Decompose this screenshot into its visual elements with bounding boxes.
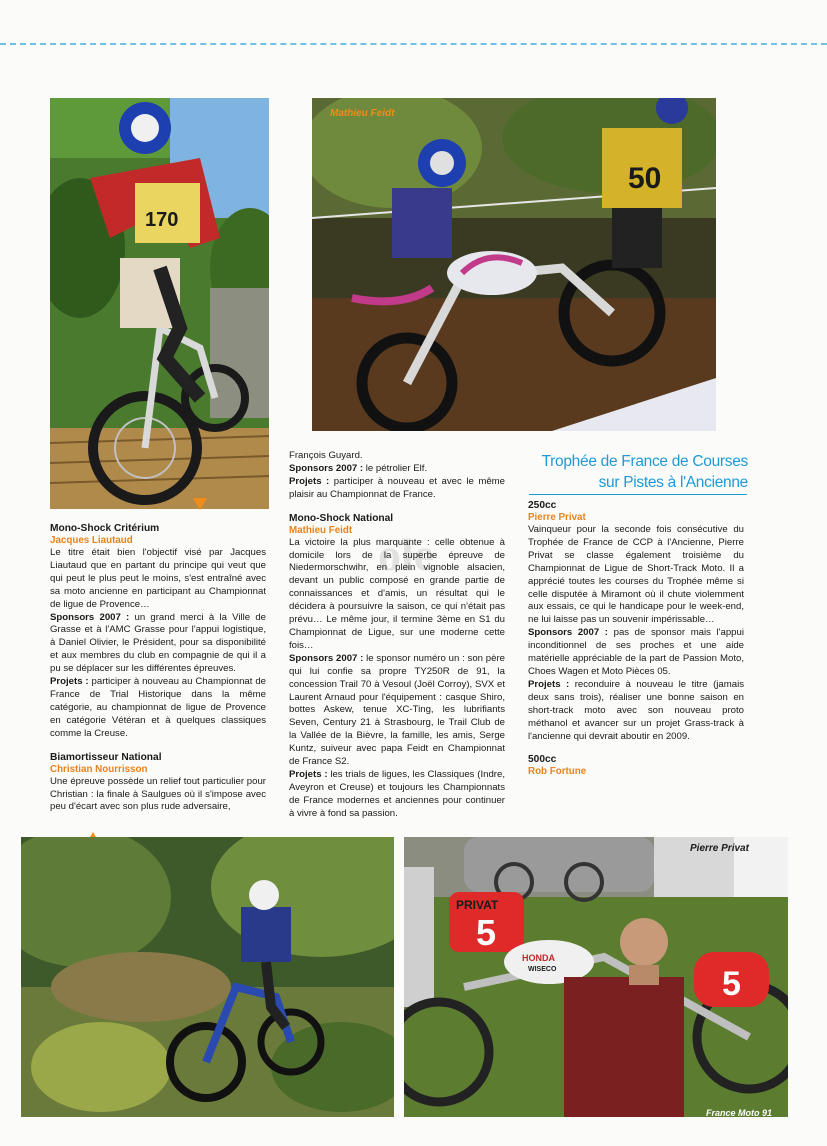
paragraph-sponsors: Sponsors 2007 : le pétrolier Elf. (289, 462, 428, 474)
section-name-jacques-liautaud: Jacques Liautaud (50, 535, 133, 546)
photo-caption-pierre-privat: Pierre Privat (690, 843, 749, 854)
side-plate-number: 5 (722, 965, 741, 1003)
section-heading-trophee: Trophée de France de Courses sur Pistes à l'Ancienne (541, 453, 748, 491)
photo-christian-nourrisson (21, 837, 394, 1117)
marshal-number: 50 (628, 162, 662, 195)
section-title-500cc: 500cc (528, 754, 557, 766)
column-2 (289, 450, 505, 821)
paragraph-projets: Projets : reconduire à nouveau le titre (jamais deux sans trois), réaliser une bonne saison en short-track moto avec son nouveau proto méthanol et avancer sur un projet Grass-track à l'ancienne qui devrait aboutir en 2009. (528, 678, 744, 742)
paragraph-intro: La victoire la plus marquante : celle obtenue à domicile lors de la superbe épreuve de Niedermorschwihr, en plein vignoble alsacien, devant un public composé en grande partie de connaissances et d'amis, un résultat qui le décidera à poursuivre la saison, ce qui n'était pas prévu… Le même jour, il termine 3ème en S1 du Championnat de Ligue, sur une moderne cette fois… (289, 536, 505, 651)
photo-jacques-liautaud (50, 98, 269, 509)
section-name-christian-nourrisson: Christian Nourrisson (50, 763, 148, 775)
photo-caption-mathieu-feidt: Mathieu Feidt (330, 108, 395, 119)
paragraph-intro: Le titre était bien l'objectif visé par Jacques Liautaud que en partant du principe qui veut que qui peut le plus peut le moins, s'est entraîné avec sa moto ancienne en participant au Championnat de ligue de Provence… (50, 547, 266, 610)
column-1 (50, 522, 266, 814)
section-title-mono-shock-criterium: Mono-Shock Critérium (50, 523, 160, 534)
watermark-logo: ole (378, 529, 435, 580)
orange-arrow-down-icon (193, 498, 207, 510)
paragraph-intro: Vainqueur pour la seconde fois consécutive du Trophée de France de CCP à l'Ancienne, Pierre Privat se classe également troisième du Championnat de Ligue de Short-Track Moto. Il a apprécié toutes les courses du Trophée même si celle disputée à Miramont où il chute violemment aux essais, ce qui le handicape pour le week-end, ne lui laisse pas un souvenir impérissable… (528, 524, 744, 626)
section-name-pierre-privat: Pierre Privat (528, 512, 586, 523)
section-title-250cc: 250cc (528, 500, 557, 511)
section-title-biamortisseur-national: Biamortisseur National (50, 751, 162, 763)
footer-brand: France Moto 91 (706, 1108, 773, 1118)
front-plate-name: PRIVAT (456, 898, 499, 912)
section-name-rob-fortune: Rob Fortune (528, 766, 587, 778)
section-name-mathieu-feidt: Mathieu Feidt (289, 524, 353, 536)
paragraph-projets: Projets : participer à nouveau et avec le même plaisir au Championnat de France. (289, 475, 505, 500)
paragraph-continued: François Guyard. (289, 450, 363, 461)
page-number: 91 (762, 1108, 773, 1118)
top-dashed-rule (0, 43, 827, 45)
photo-pierre-privat (404, 837, 788, 1117)
paragraph-projets: Projets : les trials de ligues, les Classiques (Indre, Aveyron et Creuse) et toujours les Championnats de France modernes et anciennes pour continuer à vivre à fond sa passion. (289, 768, 505, 819)
paragraph-intro: Une épreuve possède un relief tout particulier pour Christian : la finale à Saulgues où il s'impose avec peu d'écart avec son plus rude adversaire, (50, 775, 266, 813)
column-3 (528, 499, 744, 778)
paragraph-sponsors: Sponsors 2007 : un grand merci à la Ville de Grasse et à l'AMC Grasse pour l'appui logistique, à Daniel Olivier, le Président, pour sa disponibilité et aux membres du club en compagnie de qui il a pu se déplacer sur les différentes épreuves. (50, 611, 266, 675)
paragraph-sponsors: Sponsors 2007 : pas de sponsor mais l'appui inconditionnel de ses proches et une aide matérielle appréciable de la part de Passion Moto, Choes Wagen et Moto Pièces 05. (528, 627, 744, 677)
paragraph-sponsors: Sponsors 2007 : le sponsor numéro un : son père qui lui confie sa propre TY250R de 91, la concession Trail 70 à Vesoul (Joël Corroy), SVX et Laurent Arnaud pour l'équipement : casque Shiro, bottes Askew, tenue XC-Ting, les lubrifiants Seven, Century 21 à Strasbourg, le Trail Club de la Vallée de la Bièvre, la famille, les amis, Serge Kuntz, suiveur avec papa Feidt en Championnat de France S2. (289, 652, 505, 768)
front-plate-number: 5 (476, 912, 497, 953)
tank-brand: HONDA (522, 953, 555, 963)
rider-bib-number: 170 (145, 209, 179, 231)
paragraph-projets: Projets : participer à nouveau au Championnat de France de Trial Historique dans la même catégorie, au championnat de ligue de Provence en catégorie Vétéran et à quelques classiques comme la Creuse. (50, 676, 266, 739)
heading-underline (529, 494, 747, 495)
tank-sponsor: WISECO (528, 966, 557, 973)
photo-mathieu-feidt (312, 98, 716, 431)
section-title-mono-shock-national: Mono-Shock National (289, 512, 394, 524)
